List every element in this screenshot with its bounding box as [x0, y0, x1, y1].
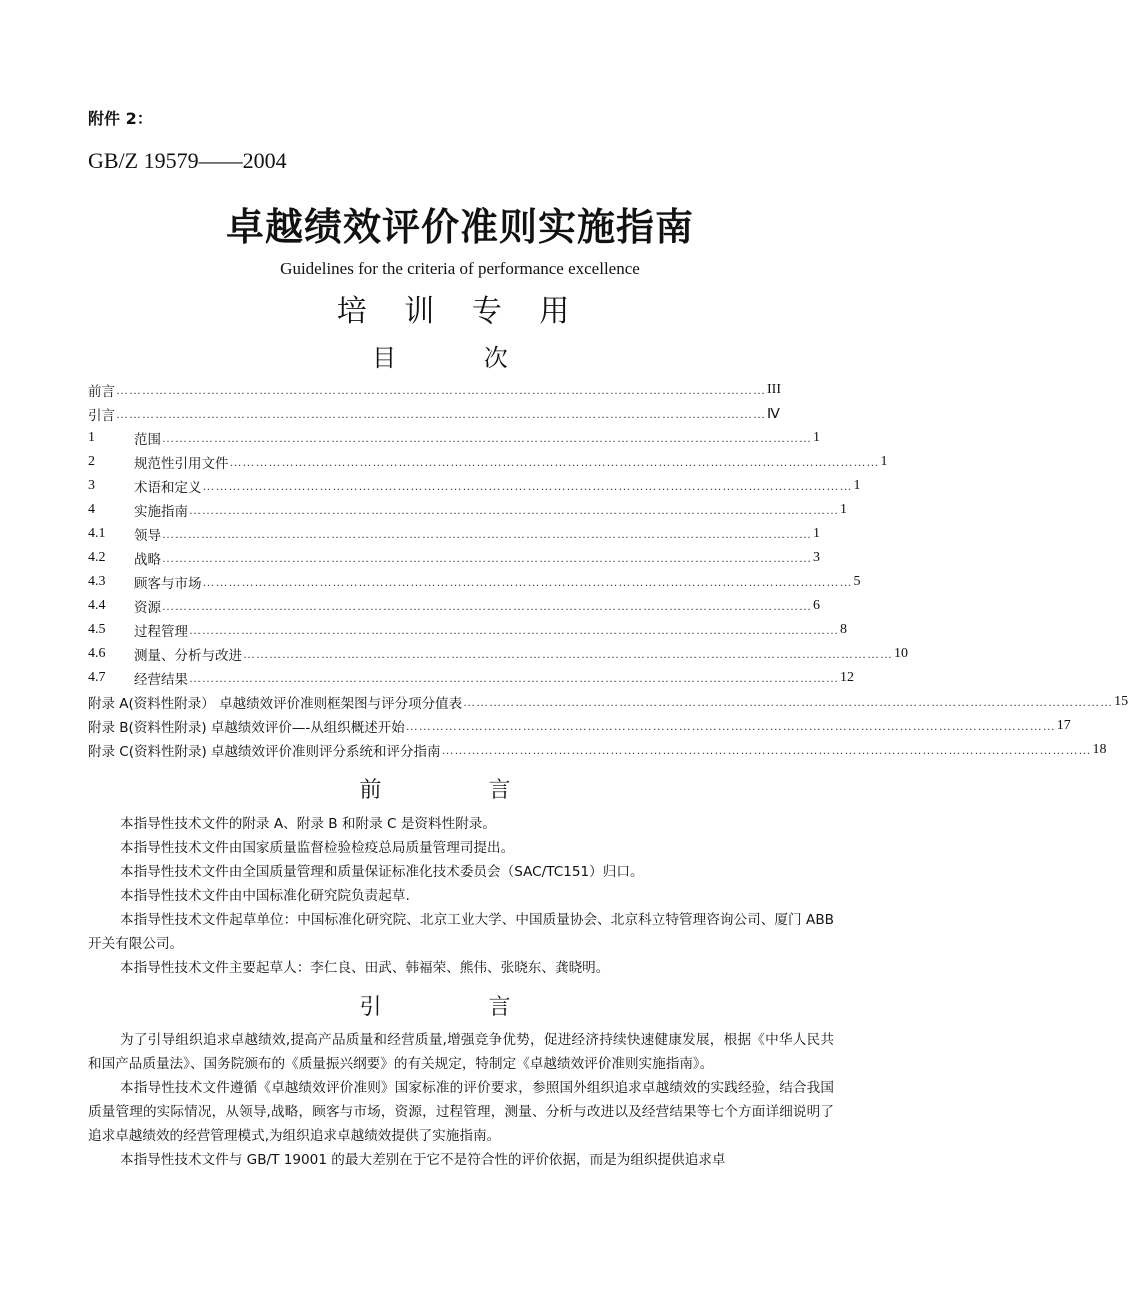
toc-entry[interactable] — [88, 618, 847, 642]
toc-entry-page: 1 — [840, 502, 847, 517]
toc-entry[interactable] — [88, 714, 1071, 738]
toc-entry[interactable] — [88, 666, 854, 690]
foreword-body — [88, 812, 834, 980]
toc-leader-dots: …………………………………………………………………………………………………………………………………… — [463, 694, 1114, 709]
introduction-body — [88, 1028, 834, 1172]
toc-entry[interactable] — [88, 546, 820, 570]
toc-entry-title: 附录 A(资料性附录） 卓越绩效评价准则框架图与评分项分值表 — [88, 696, 463, 712]
toc-entry-title: 引言 — [88, 408, 115, 424]
toc-entry-title: 测量、分析与改进 — [134, 648, 242, 664]
toc-entry-number: 4.4 — [88, 598, 106, 613]
toc-entry[interactable] — [88, 474, 861, 498]
toc-leader-dots: …………………………………………………………………………………………………………………………………… — [189, 502, 839, 517]
standard-number: GB/Z 19579——2004 — [88, 148, 287, 173]
paragraph: 本指导性技术文件起草单位：中国标准化研究院、北京工业大学、中国质量协会、北京科立特管理咨询公司、厦门 ABB 开关有限公司。 — [88, 912, 834, 952]
toc-entry-title: 战略 — [134, 552, 161, 568]
toc-entry-title: 领导 — [134, 528, 161, 544]
toc-entry-number: 4.3 — [88, 574, 106, 589]
paragraph: 本指导性技术文件由中国标准化研究院负责起草. — [120, 888, 410, 904]
toc-leader-dots: …………………………………………………………………………………………………………………………………… — [162, 526, 812, 541]
training-label: 培 训 专 用 — [336, 294, 584, 329]
toc-entry-title: 前言 — [88, 384, 115, 400]
toc-entry[interactable] — [88, 378, 781, 402]
paragraph: 本指导性技术文件由国家质量监督检验检疫总局质量管理司提出。 — [120, 840, 515, 856]
toc-entry[interactable] — [88, 690, 1128, 714]
toc-entry-number: 4.5 — [88, 622, 106, 637]
toc-entry[interactable] — [88, 426, 820, 450]
toc-entry-page: 12 — [840, 670, 854, 685]
toc-leader-dots: …………………………………………………………………………………………………………………………………… — [162, 550, 812, 565]
toc-entry-page: 1 — [813, 526, 820, 541]
toc-entry-number: 4.2 — [88, 550, 106, 565]
toc-leader-dots: …………………………………………………………………………………………………………………………………… — [405, 718, 1056, 733]
paragraph: 本指导性技术文件主要起草人：李仁良、田武、韩福荣、熊伟、张晓东、龚晓明。 — [120, 960, 610, 976]
toc-entry-page: Ⅳ — [767, 406, 780, 422]
paragraph: 本指导性技术文件的附录 A、附录 B 和附录 C 是资料性附录。 — [120, 816, 496, 832]
toc-entry[interactable] — [88, 594, 820, 618]
toc-entry-title: 经营结果 — [134, 672, 188, 688]
toc-entry[interactable] — [88, 402, 780, 426]
toc-leader-dots: …………………………………………………………………………………………………………………………………… — [189, 622, 839, 637]
paragraph: 本指导性技术文件与 GB/T 19001 的最大差别在于它不是符合性的评价依据，而是为组织提供追求卓 — [120, 1152, 726, 1168]
attachment-label: 附件 2： — [88, 109, 153, 128]
toc-entry-number: 4.6 — [88, 646, 106, 661]
toc-entry-title: 资源 — [134, 600, 161, 616]
toc-leader-dots: …………………………………………………………………………………………………………………………………… — [202, 478, 853, 493]
paragraph: 本指导性技术文件遵循《卓越绩效评价准则》国家标准的评价要求，参照国外组织追求卓越绩效的实践经验，结合我国质量管理的实际情况，从领导,战略，顾客与市场，资源，过程管理，测量、分析与改进以及经营结果等七个方面详细说明了追求卓越绩效的经营管理模式,为组织追求卓越绩效提供了实施指南。 — [88, 1080, 834, 1144]
toc-entry[interactable] — [88, 738, 1107, 762]
paragraph: 为了引导组织追求卓越绩效,提高产品质量和经营质量,增强竞争优势，促进经济持续快速健康发展，根据《中华人民共和国产品质量法》、国务院颁布的《质量振兴纲要》的有关规定，特制定《卓越绩效评价准则实施指南》。 — [88, 1032, 834, 1072]
toc-entry-page: 10 — [894, 646, 908, 661]
toc-entry-number: 3 — [88, 478, 95, 493]
toc-entry-number: 4.1 — [88, 526, 106, 541]
toc-heading: 目 次 — [372, 344, 548, 372]
toc-entry-page: 1 — [853, 478, 861, 493]
toc-entry-number: 4 — [88, 502, 95, 517]
toc-entry-title: 规范性引用文件 — [134, 456, 229, 472]
toc-entry[interactable] — [88, 570, 861, 594]
toc-entry-page: 1 — [813, 430, 820, 445]
toc-leader-dots: …………………………………………………………………………………………………………………………………… — [189, 670, 839, 685]
toc-entry-page: 15 — [1114, 694, 1128, 709]
toc-entry-title: 附录 C(资料性附录) 卓越绩效评价准则评分系统和评分指南 — [88, 744, 441, 760]
toc-entry[interactable] — [88, 642, 908, 666]
toc-leader-dots: …………………………………………………………………………………………………………………………………… — [162, 598, 812, 613]
toc-leader-dots: …………………………………………………………………………………………………………………………………… — [116, 382, 766, 397]
toc-entry-page: 17 — [1056, 718, 1071, 733]
toc-entry[interactable] — [88, 450, 888, 474]
toc-entry-page: 18 — [1092, 742, 1107, 757]
toc-entry-title: 过程管理 — [134, 624, 188, 640]
toc-entry-page: 5 — [853, 574, 861, 589]
toc-leader-dots: …………………………………………………………………………………………………………………………………… — [162, 430, 812, 445]
toc-leader-dots: …………………………………………………………………………………………………………………………………… — [116, 406, 766, 421]
toc-leader-dots: …………………………………………………………………………………………………………………………………… — [202, 574, 853, 589]
toc-entry-number: 4.7 — [88, 670, 106, 685]
toc-entry-page: III — [767, 382, 781, 397]
toc-leader-dots: …………………………………………………………………………………………………………………………………… — [441, 742, 1092, 757]
toc-entry-title: 实施指南 — [134, 504, 188, 520]
toc-entry-title: 附录 B(资料性附录) 卓越绩效评价—-从组织概述开始 — [88, 720, 405, 736]
toc-entry-title: 范围 — [134, 432, 161, 448]
paragraph: 本指导性技术文件由全国质量管理和质量保证标准化技术委员会（SAC/TC151）归口。 — [120, 864, 644, 880]
toc-entry[interactable] — [88, 498, 847, 522]
toc-entry-title: 顾客与市场 — [134, 576, 202, 592]
toc-entry-page: 3 — [813, 550, 820, 565]
toc-leader-dots: …………………………………………………………………………………………………………………………………… — [229, 454, 880, 469]
table-of-contents — [88, 378, 1128, 762]
toc-entry-page: 8 — [840, 622, 847, 637]
document-subtitle: Guidelines for the criteria of performance excellence — [280, 259, 640, 278]
toc-entry-number: 1 — [88, 430, 95, 445]
toc-entry-page: 1 — [880, 454, 888, 469]
toc-entry-title: 术语和定义 — [134, 480, 202, 496]
foreword-heading: 前 言 — [359, 778, 561, 803]
toc-entry[interactable] — [88, 522, 820, 546]
document-title: 卓越绩效评价准则实施指南 — [225, 205, 694, 249]
introduction-heading: 引 言 — [359, 995, 561, 1020]
toc-entry-page: 6 — [813, 598, 820, 613]
toc-leader-dots: …………………………………………………………………………………………………………………………………… — [243, 646, 893, 661]
toc-entry-number: 2 — [88, 454, 95, 469]
